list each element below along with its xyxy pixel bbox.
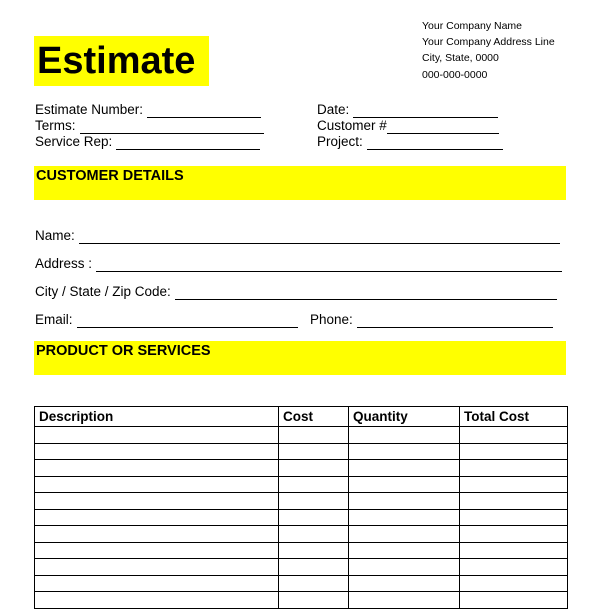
col-quantity: Quantity — [349, 407, 460, 427]
table-body — [35, 427, 568, 609]
table-row — [35, 443, 568, 460]
customer-number-field — [317, 118, 499, 134]
project-field — [317, 134, 503, 150]
table-row — [35, 427, 568, 444]
col-description: Description — [35, 407, 279, 427]
customer-phone-blank[interactable] — [357, 315, 553, 328]
quantity-cell[interactable] — [349, 460, 460, 477]
table-row — [35, 542, 568, 559]
description-cell[interactable] — [35, 476, 279, 493]
table-row — [35, 460, 568, 477]
products-services-header: PRODUCT OR SERVICES — [34, 341, 566, 375]
quantity-cell[interactable] — [349, 443, 460, 460]
customer-city-state-zip-label: City / State / Zip Code: — [35, 284, 171, 299]
quantity-cell[interactable] — [349, 575, 460, 592]
customer-email-field — [35, 312, 298, 328]
company-name: Your Company Name — [422, 20, 522, 32]
cost-cell[interactable] — [279, 542, 349, 559]
customer-phone-field — [310, 312, 553, 328]
table-row — [35, 526, 568, 543]
customer-phone-label: Phone: — [310, 312, 353, 327]
date-label: Date: — [317, 102, 350, 117]
quantity-cell[interactable] — [349, 493, 460, 510]
estimate-number-label: Estimate Number: — [35, 102, 144, 117]
cost-cell[interactable] — [279, 460, 349, 477]
total-cost-cell[interactable] — [460, 526, 568, 543]
description-cell[interactable] — [35, 427, 279, 444]
customer-city-state-zip-field — [35, 284, 557, 300]
cost-cell[interactable] — [279, 443, 349, 460]
estimate-title: Estimate — [34, 36, 209, 86]
table-row — [35, 575, 568, 592]
total-cost-cell[interactable] — [460, 493, 568, 510]
table-row — [35, 509, 568, 526]
total-cost-cell[interactable] — [460, 575, 568, 592]
project-blank[interactable] — [367, 137, 503, 150]
total-cost-cell[interactable] — [460, 559, 568, 576]
project-label: Project: — [317, 134, 363, 149]
total-cost-cell[interactable] — [460, 443, 568, 460]
customer-address-label: Address : — [35, 256, 93, 271]
company-info — [422, 18, 555, 83]
description-cell[interactable] — [35, 575, 279, 592]
cost-cell[interactable] — [279, 575, 349, 592]
company-address: Your Company Address Line — [422, 36, 555, 49]
estimate-number-field — [35, 102, 261, 118]
description-cell[interactable] — [35, 526, 279, 543]
customer-number-label: Customer # — [317, 118, 387, 133]
quantity-cell[interactable] — [349, 427, 460, 444]
customer-city-state-zip-blank[interactable] — [175, 287, 557, 300]
customer-name-label: Name: — [35, 228, 75, 243]
company-city: City, State, 0000 — [422, 52, 499, 65]
description-cell[interactable] — [35, 443, 279, 460]
terms-label: Terms: — [35, 118, 76, 133]
total-cost-cell[interactable] — [460, 460, 568, 477]
quantity-cell[interactable] — [349, 526, 460, 543]
customer-details-header: CUSTOMER DETAILS — [34, 166, 566, 200]
total-cost-cell[interactable] — [460, 509, 568, 526]
cost-cell[interactable] — [279, 493, 349, 510]
quantity-cell[interactable] — [349, 559, 460, 576]
description-cell[interactable] — [35, 542, 279, 559]
terms-blank[interactable] — [80, 121, 264, 134]
customer-name-field — [35, 228, 560, 244]
cost-cell[interactable] — [279, 526, 349, 543]
date-blank[interactable] — [353, 105, 498, 118]
cost-cell[interactable] — [279, 427, 349, 444]
table-row — [35, 493, 568, 510]
customer-address-field — [35, 256, 562, 272]
service-rep-field — [35, 134, 260, 150]
date-field — [317, 102, 498, 118]
quantity-cell[interactable] — [349, 542, 460, 559]
table-header-row — [35, 407, 568, 427]
total-cost-cell[interactable] — [460, 427, 568, 444]
customer-number-blank[interactable] — [387, 121, 499, 134]
estimate-number-blank[interactable] — [147, 105, 261, 118]
quantity-cell[interactable] — [349, 476, 460, 493]
description-cell[interactable] — [35, 559, 279, 576]
company-phone: 000-000-0000 — [422, 68, 488, 81]
total-cost-cell[interactable] — [460, 542, 568, 559]
description-cell[interactable] — [35, 493, 279, 510]
service-rep-label: Service Rep: — [35, 134, 113, 149]
cost-cell[interactable] — [279, 559, 349, 576]
customer-email-blank[interactable] — [77, 315, 298, 328]
products-table — [34, 406, 568, 609]
description-cell[interactable] — [35, 509, 279, 526]
customer-email-label: Email: — [35, 312, 73, 327]
customer-name-blank[interactable] — [79, 231, 560, 244]
table-row — [35, 476, 568, 493]
cost-cell[interactable] — [279, 509, 349, 526]
cost-cell[interactable] — [279, 476, 349, 493]
table-row — [35, 559, 568, 576]
col-total-cost: Total Cost — [460, 407, 568, 427]
col-cost: Cost — [279, 407, 349, 427]
service-rep-blank[interactable] — [116, 137, 260, 150]
quantity-cell[interactable] — [349, 509, 460, 526]
total-cost-cell[interactable] — [460, 476, 568, 493]
terms-field — [35, 118, 264, 134]
description-cell[interactable] — [35, 460, 279, 477]
customer-address-blank[interactable] — [96, 259, 562, 272]
